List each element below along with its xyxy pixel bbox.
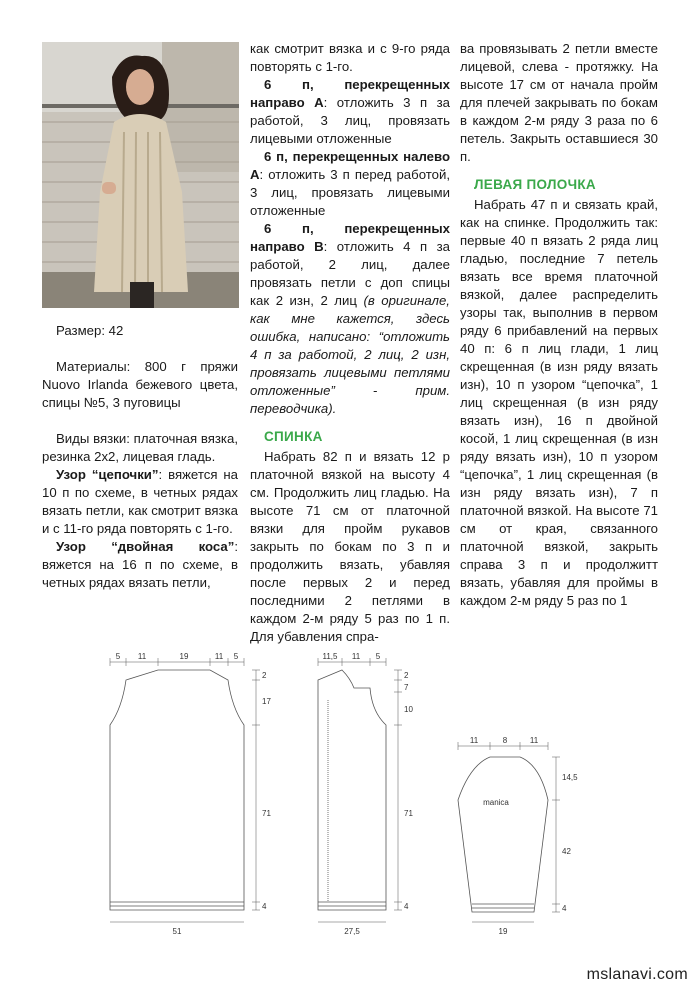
- back-dim-right-4: 4: [262, 902, 267, 911]
- pattern-schematic: [0, 640, 700, 940]
- cross-left-a-paragraph: [250, 148, 450, 220]
- model-photo: [42, 42, 239, 308]
- braid-pattern-paragraph: [42, 538, 238, 592]
- back-dim-right-3: 71: [262, 809, 271, 818]
- sleeve-dim-right-3: 4: [562, 904, 567, 913]
- cross-right-a-text: : отложить 3 п за работой, 3 лиц, провязать лицевыми отложенные: [250, 95, 450, 146]
- stitch-types-text: Виды вязки: платочная вязка, резинка 2х2, лицевая гладь.: [42, 431, 238, 464]
- chain-pattern-paragraph: [42, 466, 238, 538]
- column-3: [460, 40, 658, 610]
- cross-left-a-title: 6 п, перекрещенных налево А: [250, 149, 450, 182]
- back-dim-right-2: 17: [262, 697, 271, 706]
- site-watermark: mslanavi.com: [586, 966, 688, 983]
- braid-pattern-text: : вяжется на 16 п по схеме, в четных рядах вязать петли,: [42, 539, 238, 590]
- sleeve-dim-right-2: 42: [562, 847, 571, 856]
- sleeve-dim-bottom: 19: [498, 927, 508, 936]
- sleeve-outline: [458, 757, 548, 912]
- sleeve-dim-top-1: 11: [469, 736, 479, 745]
- materials-text: Материалы: 800 г пряжи Nuovo Irlanda бежевого цвета, спицы №5, 3 пуговицы: [42, 359, 238, 410]
- back-dim-top-5: 5: [233, 652, 239, 661]
- front-dim-top-3: 5: [375, 652, 381, 661]
- back-dim-top-3: 19: [179, 652, 189, 661]
- cross-right-a-paragraph: [250, 76, 450, 148]
- front-dim-right-5: 4: [404, 902, 409, 911]
- sleeve-dim-right-1: 14,5: [562, 773, 578, 782]
- back-heading: СПИНКА: [264, 429, 323, 444]
- sleeve-dim-top-2: 8: [502, 736, 508, 745]
- cross-right-b-paragraph: [250, 220, 450, 418]
- front-dim-right-2: 7: [404, 683, 409, 692]
- front-dim-right-1: 2: [404, 671, 409, 680]
- braid-pattern-title: Узор “двойная коса”: [56, 539, 235, 554]
- left-front-heading: ЛЕВАЯ ПОЛОЧКА: [474, 177, 596, 192]
- column-2: [250, 40, 450, 646]
- back-continuation: ва провязывать 2 петли вместе лицевой, слева - протяжку. На высоте 17 см от начала пройм для плечей закрывать по бокам в каждом 2-м ряду 3 раза по 6 петель. Закрыть оставшиеся 30 п.: [460, 41, 658, 164]
- chain-pattern-title: Узор “цепочки”: [56, 467, 159, 482]
- cross-right-a-title: 6 п, перекрещенных направо А: [250, 77, 450, 110]
- size-line: Размер: 42: [56, 323, 124, 338]
- sleeve-dim-top-3: 11: [529, 736, 539, 745]
- back-dim-bottom: 51: [172, 927, 182, 936]
- back-dim-top-2: 11: [137, 652, 147, 661]
- front-dim-bottom: 27,5: [344, 927, 360, 936]
- sleeve-label: manica: [483, 798, 509, 807]
- column-1: [42, 322, 238, 592]
- front-dim-right-3: 10: [404, 705, 413, 714]
- back-dim-right-1: 2: [262, 671, 267, 680]
- cross-left-a-text: : отложить 3 п перед работой, 3 лиц, провязать лицевыми отложенные: [250, 167, 450, 218]
- cross-right-b-title: 6 п, перекрещенных направо В: [250, 221, 450, 254]
- back-instructions: Набрать 82 п и вязать 12 р платочной вязкой на высоту 4 см. Продолжить лиц гладью. На высоте 71 см от платочной вязки для пройм рукавов закрыть по бокам по 3 п и продолжить вязать, убавляя после первых 2 и перед последними 2 петлями в каждом 2-м ряду 5 раз по 1 п. Для убавления спра-: [250, 449, 450, 644]
- front-dim-top-1: 11,5: [322, 652, 338, 661]
- back-piece-outline: [110, 670, 244, 910]
- front-dim-right-4: 71: [404, 809, 413, 818]
- left-front-instructions: Набрать 47 п и связать край, как на спинке. Продолжить так: первые 40 п вязать 2 ряда лиц гладью, последние 7 петель вязать все время платочной вязкой, далее распределить узоры так, выполнив в первом ряду 6 прибавлений на первых 40 п: 6 п лиц глади, 1 лиц скрещенная (в изн ряду вязать изн), 10 п узором “цепочка”, 1 лиц скрещенная (в изн ряду вязать изн), 16 п двойной косой, 1 лиц скрещенная (в изн ряду вязать изн), 10 п узором “цепочка”, 1 лиц скрещенная (в изн ряду вязать изн), 7 п платочной вязкой. На высоте 71 см от края, связанного платочной вязкой, закрыть справа 3 п и продолжитт вязать, убавляя для проймы в каждом 2-м ряду 5 раз по 1: [460, 197, 658, 608]
- cross-right-b-text: : отложить 4 п за работой, 2 лиц, далее провязать петли с доп спицы как 2 изн, 2 лиц: [250, 239, 450, 308]
- front-dim-top-2: 11: [351, 652, 361, 661]
- braid-continuation: как смотрит вязка и с 9-го ряда повторять с 1-го.: [250, 41, 450, 74]
- chain-pattern-text: : вяжется на 10 п по схеме, в четных рядах вязать петли, как смотрит вязка и с 11-го ряда повторять с 1-го.: [42, 467, 239, 536]
- back-dim-top-1: 5: [115, 652, 121, 661]
- translator-note: (в оригинале, как мне кажется, здесь ошибка, написано: “отложить 4 п за работой, 2 лиц, 2 изн, провязать лицевыми петлями отложенные” - прим. переводчика).: [250, 293, 450, 416]
- back-dim-top-4: 11: [214, 652, 224, 661]
